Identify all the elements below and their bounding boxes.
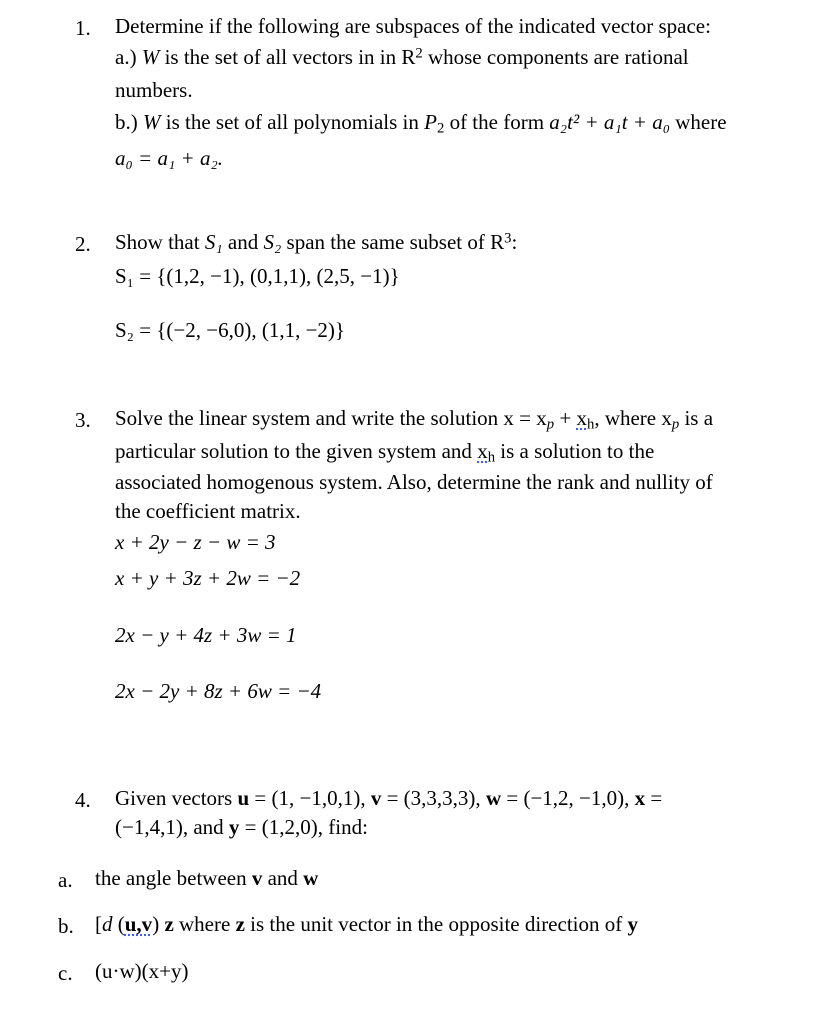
problem-4-line1: [115, 788, 662, 809]
problem-1b-line1: [115, 110, 727, 137]
p1b-mid: is the set of all polynomials in: [160, 110, 425, 134]
p1a-prefix: a.): [115, 45, 142, 69]
part-b-uv: u,v: [124, 912, 153, 936]
problem-1-intro: Determine if the following are subspaces of the indicated vector space:: [115, 14, 711, 38]
part-a-text: [95, 868, 318, 889]
p3-line1-mid: , where x: [594, 406, 672, 430]
p4-v-val: = (3,3,3,3),: [381, 786, 486, 810]
problem-3-line4: the coefficient matrix.: [115, 499, 301, 523]
p3-eq1-text: x + 2y − z − w = 3: [115, 530, 276, 554]
p3-eq4-text: 2x − 2y + 8z + 6w = −4: [115, 679, 322, 703]
p3-line2-post: is a solution to the: [495, 439, 655, 463]
part-b-paren-open: (: [112, 912, 125, 936]
p3-line1-post: is a: [679, 406, 714, 430]
p1a-W: W: [141, 45, 160, 69]
problem-3-number: 3.: [75, 408, 91, 432]
p1b-where: where: [670, 110, 727, 134]
p1a-post: whose components are rational: [422, 45, 689, 69]
p3-line2-xh-x: x: [477, 439, 488, 463]
p1b-prefix: b.): [115, 110, 143, 134]
problem-2-set-s1: S₁ = {(1,2, −1), (0,1,1), (2,5, −1)}: [115, 264, 400, 288]
part-a-label: a.: [58, 868, 73, 892]
part-a-and: and: [262, 866, 304, 890]
p3-line1-pre: Solve the linear system and write the solution x = x: [115, 406, 547, 430]
problem-2-intro: [115, 232, 517, 253]
p1a-mid: is the set of all vectors in in R: [159, 45, 416, 69]
p3-line2-xh-sub: h: [487, 449, 496, 466]
problem-1b-condition: [115, 148, 223, 169]
p1b-W: W: [143, 110, 161, 134]
part-b-y: y: [627, 912, 638, 936]
p3-line2-xh: [477, 439, 496, 466]
p3-xh-sub: h: [586, 416, 595, 433]
part-b-paren-close: ): [152, 912, 165, 936]
problem-3-eq3: [115, 625, 297, 646]
p1b-form: of the form: [444, 110, 550, 134]
problem-1a-line1: [115, 47, 689, 68]
p4-w-val: = (−1,2, −1,0),: [501, 786, 635, 810]
p4-u: u: [237, 786, 250, 810]
p1b-P: P: [424, 110, 437, 134]
p2-sup: 3: [504, 230, 512, 247]
part-b-z2: z: [235, 912, 245, 936]
p4-y-val: = (1,2,0), find:: [239, 815, 368, 839]
problem-2-set-s2: S₂ = {(−2, −6,0), (1,1, −2)}: [115, 318, 346, 342]
part-c-text: (u·w)(x+y): [95, 959, 189, 983]
p4-w: w: [485, 786, 502, 810]
p4-x: x: [634, 786, 646, 810]
problem-1a-line2: numbers.: [115, 78, 193, 102]
p2-S2: S₂: [263, 230, 282, 254]
p1b-P-sub: 2: [436, 120, 445, 137]
p2-intro-pre: Show that: [115, 230, 205, 254]
part-a-pre: the angle between: [95, 866, 252, 890]
part-b-label: b.: [58, 914, 74, 938]
part-b-post: is the unit vector in the opposite direction of: [244, 912, 628, 936]
p3-line2-pre: particular solution to the given system and: [115, 439, 478, 463]
part-a-v: v: [251, 866, 263, 890]
problem-3-line3: associated homogenous system. Also, determine the rank and nullity of: [115, 470, 713, 494]
p2-intro-post: span the same subset of R: [281, 230, 505, 254]
p2-and: and: [222, 230, 264, 254]
p1b-polynomial: a₂t² + a₁t + a₀: [549, 110, 671, 134]
p4-line2-pre: (−1,4,1), and: [115, 815, 229, 839]
p3-plus: +: [554, 406, 577, 430]
problem-4-line2: [115, 817, 368, 838]
problem-1-number: 1.: [75, 16, 91, 40]
part-b-z: z: [164, 912, 174, 936]
p3-eq2-text: x + y + 3z + 2w = −2: [115, 566, 301, 590]
part-c-label: c.: [58, 961, 73, 985]
p3-xh-x: x: [576, 406, 587, 430]
p4-u-val: = (1, −1,0,1),: [249, 786, 371, 810]
p4-line1-pre: Given vectors: [115, 786, 238, 810]
p3-xh: [576, 406, 595, 433]
p1a-sup: 2: [415, 45, 423, 62]
part-a-w: w: [303, 866, 319, 890]
problem-4-number: 4.: [75, 788, 91, 812]
p3-xp-sub: p: [546, 416, 555, 433]
problem-3-line2: [115, 439, 655, 466]
problem-3-line1: [115, 406, 714, 433]
p3-xp2-sub: p: [671, 416, 680, 433]
p2-colon: :: [511, 230, 518, 254]
p2-S1: S₁: [204, 230, 223, 254]
problem-3-eq4: [115, 681, 321, 702]
p4-y: y: [228, 815, 240, 839]
part-b-text: [95, 914, 638, 935]
part-b-d: d: [102, 912, 113, 936]
p1b-condition-eq: a₀ = a₁ + a₂.: [115, 146, 223, 170]
p3-eq3-text: 2x − y + 4z + 3w = 1: [115, 623, 297, 647]
part-b-mid: where: [173, 912, 236, 936]
problem-2-number: 2.: [75, 232, 91, 256]
problem-3-eq2: [115, 568, 300, 589]
p4-x-eq: =: [645, 786, 663, 810]
part-b-open: [: [95, 912, 102, 936]
problem-3-eq1: [115, 532, 276, 553]
p4-v: v: [370, 786, 382, 810]
